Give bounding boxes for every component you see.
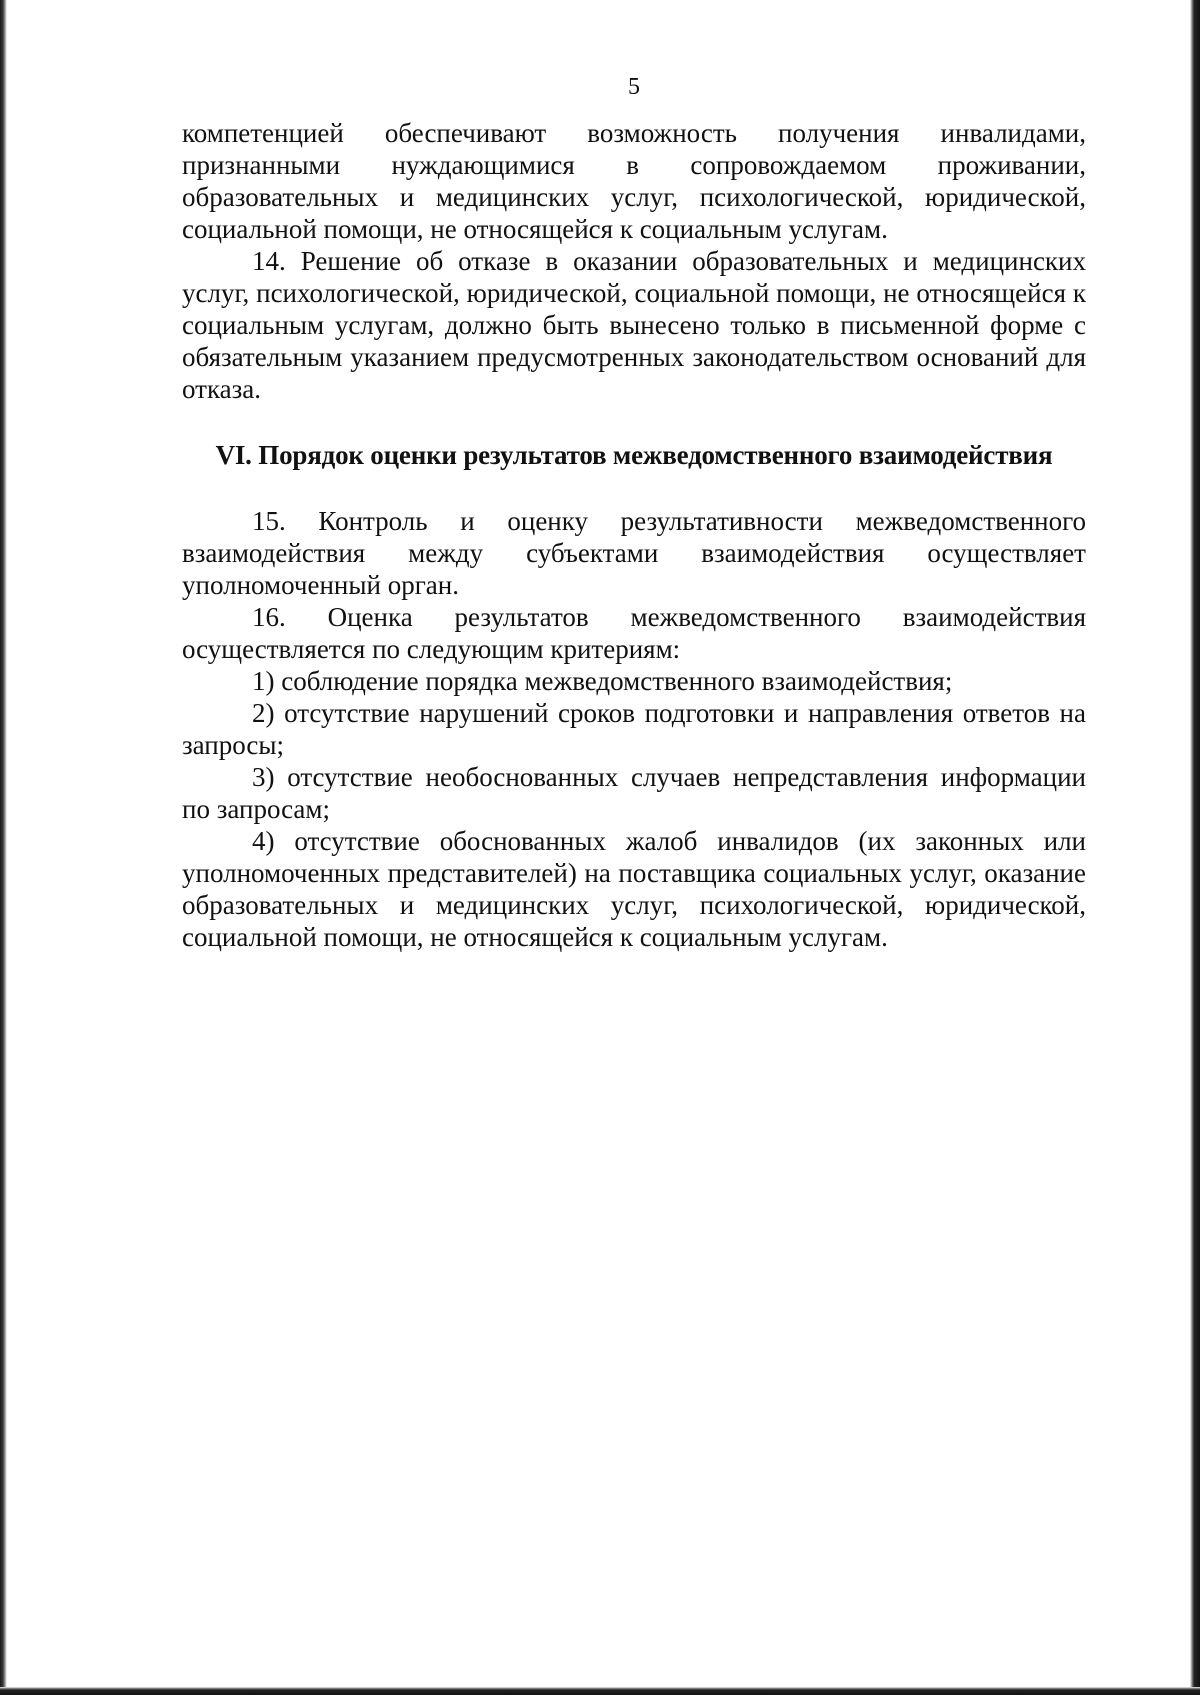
paragraph-15: 15. Контроль и оценку результативности межведомственного взаимодействия между субъектами взаимодействия осуществляет уполномоченный орган.: [182, 506, 1086, 600]
scan-edge-bottom: [0, 1687, 1200, 1695]
criterion-1: 1) соблюдение порядка межведомственного взаимодействия;: [252, 666, 953, 696]
document-body: [182, 117, 1086, 953]
scan-edge-left: [0, 0, 7, 1695]
scan-edge-right: [1190, 0, 1200, 1695]
paragraph-13-continuation: компетенцией обеспечивают возможность получения инвалидами, признанными нуждающимися в сопровождаемом проживании, образовательных и медицинских услуг, психологической, юридической, социальной помощи, не относящейся к социальным услугам.: [182, 118, 1086, 244]
criterion-2: 2) отсутствие нарушений сроков подготовки и направления ответов на запросы;: [182, 698, 1086, 760]
section-heading: VI. Порядок оценки результатов межведомственного взаимодействия: [215, 440, 1053, 470]
paragraph-16: 16. Оценка результатов межведомственного взаимодействия осуществляется по следующим критериям:: [182, 602, 1086, 664]
paragraph-14: 14. Решение об отказе в оказании образовательных и медицинских услуг, психологической, юридической, социальной помощи, не относящейся к социальным услугам, должно быть вынесено только в письменной форме с обязательным указанием предусмотренных законодательством оснований для отказа.: [182, 246, 1086, 404]
criterion-3: 3) отсутствие необоснованных случаев непредставления информации по запросам;: [182, 762, 1086, 824]
criterion-4: 4) отсутствие обоснованных жалоб инвалидов (их законных или уполномоченных представителей) на поставщика социальных услуг, оказание образовательных и медицинских услуг, психологической, юридической, социальной помощи, не относящейся к социальным услугам.: [182, 826, 1086, 952]
page-number: 5: [628, 74, 640, 100]
